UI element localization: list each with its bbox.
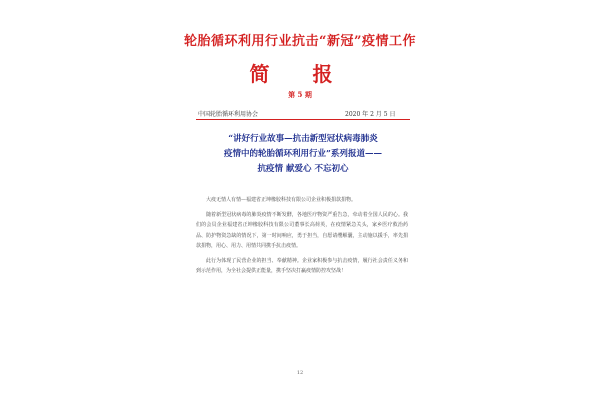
article-title bbox=[196, 132, 410, 177]
article-title-line: 疫情中的轮胎循环利用行业”系列报道—— bbox=[224, 149, 382, 159]
newsletter-series-title: 轮胎循环利用行业抗击“新冠”疫情工作 bbox=[184, 34, 416, 49]
header-divider bbox=[196, 119, 410, 120]
publish-date: 2020 年 2 月 5 日 bbox=[345, 111, 396, 118]
newsletter-title: 简 报 bbox=[249, 62, 351, 86]
article-title-line: 抗疫情 献爱心 不忘初心 bbox=[257, 164, 349, 174]
article-paragraph: 此行为体现了民营企业的担当、奉献精神。企业家积极参与抗击疫情，履行社会责任义务和到示范作用，为全社会提供正能量，携手坚决打赢疫情防控攻坚战！ bbox=[196, 257, 408, 274]
page-number: 12 bbox=[296, 370, 304, 376]
article-title-line: “讲好行业故事—抗击新型冠状病毒肺炎 bbox=[228, 134, 378, 144]
article-body bbox=[196, 195, 408, 281]
publisher-name: 中国轮胎循环利用协会 bbox=[198, 111, 259, 118]
article-paragraph: 随着新型冠状病毒的肺炎疫情不断发酵，各地医疗物资严重告急，牵动着全国人民的心。我们的会员企业福建省正坤橡胶科技有限公司董事长高荷英，在疫情紧急关头，家乡医疗救治药品、防护物资急缺的情况下，第一时间响应，勇于担当，自愿请缨解囊，主动施以援手，率先捐款捐物，用心、用力、用情共同携手抗击疫情。 bbox=[196, 211, 408, 249]
issue-number: 第 5 期 bbox=[288, 90, 312, 99]
article-paragraph: 大疫无情人有情—福建省正坤橡胶科技有限公司企业积极捐款捐物。 bbox=[206, 197, 357, 203]
